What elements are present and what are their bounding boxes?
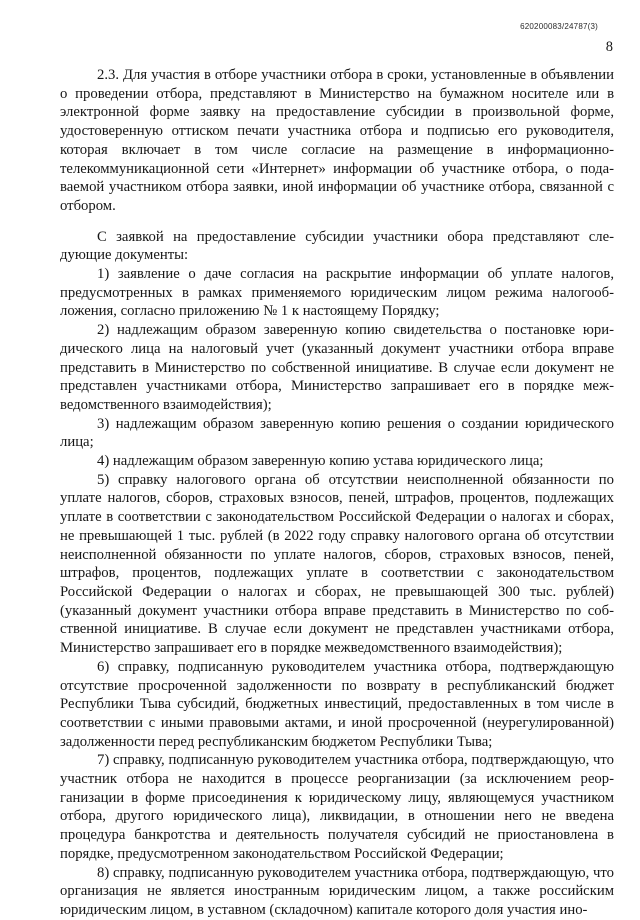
document-code: 620200083/24787(3) bbox=[520, 22, 598, 31]
list-item-1: 1) заявление о даче согласия на раскрытие информации об уплате налогов, предусмотренных в рамках применяемого юридическим лицом режима налогообложения, согласно приложению № 1 к настоящему Порядку; bbox=[60, 266, 614, 320]
list-item-5: 5) справку налогового органа об отсутствии неисполненной обязанности по уплате налогов, сборов, страховых взносов, пеней, штрафов, процентов, подлежащих уплате в соответствии с законодательством Российской Федерации о налогах и сборах, не превышающей 1 тыс. рублей (в 2022 году справку налогового органа об отсутствии неисполненной обязанности по уплате налогов, сборов, страховых взносов, пеней, штрафов, процентов, подлежащих уплате в соответствии с законодательством Российской Федерации о налогах и сборах, не превышающей 300 тыс. рублей) (указанный документ участники отбора вправе представить в Министерство по собственной инициативе. В случае если документ не представлен участниками отбора, Министерство запрашивает его в порядке межведомственного взаимодействия); bbox=[60, 471, 614, 657]
paragraph-documents-intro: С заявкой на предоставление субсидии участники обора представляют следующие документы: bbox=[60, 228, 614, 264]
list-item-4: 4) надлежащим образом заверенную копию устава юридического лица; bbox=[97, 453, 544, 470]
list-item-7: 7) справку, подписанную руководителем участника отбора, подтверждающую, что участник отбора не находится в процессе реорганизации (за исключением реорганизации в форме присоединения к юридическому лицу, являющемуся участником отбора, другого юридического лица), ликвидации, в отношении него не введена процедура банкротства и деятельность получателя субсидий не приостановлена в порядке, предусмотренном законодательством Российской Федерации; bbox=[60, 752, 614, 862]
list-item-6: 6) справку, подписанную руководителем участника отбора, подтверждающую отсутствие просроченной задолженности по возврату в республиканский бюджет Республики Тыва субсидий, бюджетных инвестиций, предоставленных в том числе в соответствии с иными правовыми актами, и иной просроченной (неурегулированной) задолженности перед республиканским бюджетом Республики Тыва; bbox=[60, 658, 614, 750]
document-body bbox=[60, 66, 614, 920]
page-number: 8 bbox=[605, 39, 613, 55]
list-item-8: 8) справку, подписанную руководителем участника отбора, подтверждающую, что организация не является иностранным юридическим лицом, а также российским юридическим лицом, в уставном (складочном) капитале которого доля участия ино- bbox=[60, 864, 614, 918]
list-item-3: 3) надлежащим образом заверенную копию решения о создании юридического лица; bbox=[60, 415, 614, 451]
paragraph-2-3: 2.3. Для участия в отборе участники отбора в сроки, установленные в объявлении о проведении отбора, представляют в Министерство на бумажном носителе или в электронной форме заявку на предоставление субсидии в произвольной форме, удостоверенную оттиском печати участника отбора и подписью его руководителя, которая включает в том числе согласие на размещение в информационно-телекоммуникационной сети «Интернет» информации об участнике отбора, о подаваемой участником отбора заявки, иной информации об участнике отбора, связанной с отбором. bbox=[60, 67, 614, 214]
list-item-2: 2) надлежащим образом заверенную копию свидетельства о постановке юридического лица на налоговый учет (указанный документ участники отбора вправе представить в Министерство по собственной инициативе. В случае если документ не представлен участниками отбора, Министерство запрашивает его в порядке межведомственного взаимодействия); bbox=[60, 322, 614, 413]
